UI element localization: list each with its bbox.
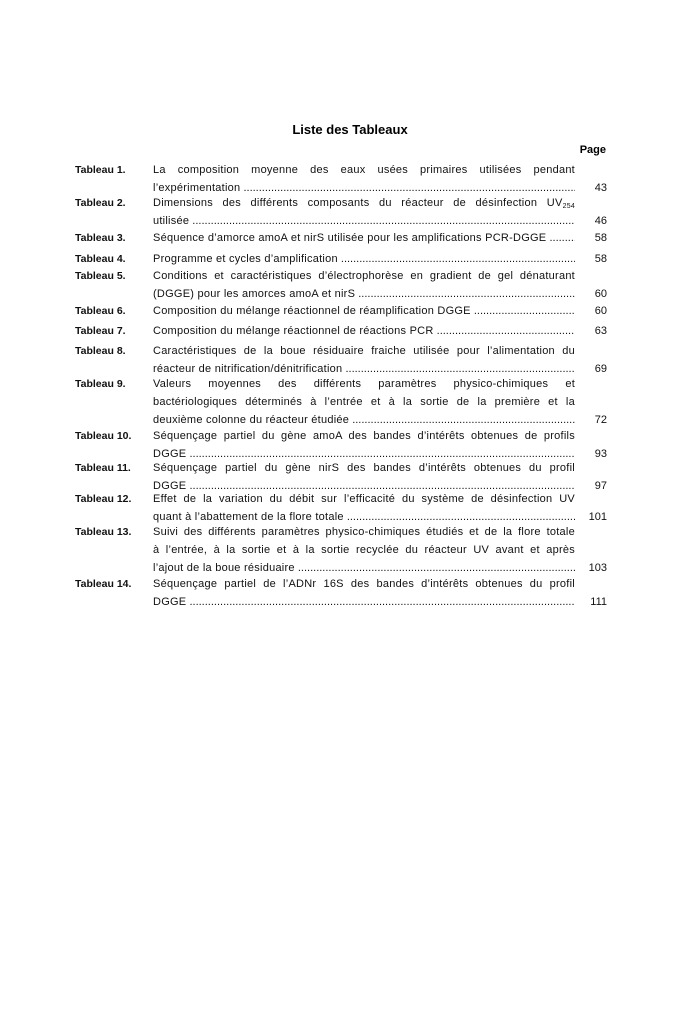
entry-page-number: 58 <box>594 232 607 244</box>
subscript: 254 <box>562 203 575 210</box>
page-title: Liste des Tableaux <box>292 122 408 137</box>
table-of-contents-entry <box>75 267 607 303</box>
entry-line: DGGE ..... <box>153 445 575 463</box>
entry-page-number: 46 <box>594 215 607 227</box>
entry-page-number: 58 <box>594 253 607 265</box>
entry-line: Caractéristiques de la boue résiduaire fraiche utilisée pour l’alimentation du <box>153 345 575 357</box>
entry-line: utilisée ..... <box>153 212 575 230</box>
entry-line: l’expérimentation ..... <box>153 179 575 197</box>
entry-line: Séquence d’amorce amoA et nirS utilisée pour les amplifications PCR-DGGE ..... <box>153 229 575 247</box>
entry-label: Tableau 14. <box>75 578 132 590</box>
entry-line: DGGE ..... <box>153 593 575 611</box>
entry-page-number: 111 <box>590 596 607 608</box>
entry-page-number: 63 <box>594 325 607 337</box>
entry-line: Séquençage partiel de l’ADNr 16S des bandes d’intérêts obtenues du profil <box>153 578 575 590</box>
entry-description <box>153 427 575 463</box>
entry-label: Tableau 2. <box>75 197 126 209</box>
entry-line: Valeurs moyennes des différents paramètres physico-chimiques et <box>153 378 575 390</box>
table-of-contents-entry <box>75 322 607 340</box>
entry-description <box>153 375 575 429</box>
table-of-contents-entry <box>75 375 607 429</box>
entry-line: Programme et cycles d’amplification ..... <box>153 250 575 268</box>
table-of-contents-entry <box>75 161 607 197</box>
table-of-contents-entry <box>75 302 607 320</box>
entry-line: réacteur de nitrification/dénitrification ..... <box>153 360 575 378</box>
entry-page-number: 43 <box>594 182 607 194</box>
entry-line: bactériologiques déterminés à l’entrée et à la sortie de la première et la <box>153 396 575 408</box>
entry-line: Séquençage partiel du gène amoA des bandes d’intérêts obtenues de profils <box>153 430 575 442</box>
entry-label: Tableau 11. <box>75 462 131 474</box>
entry-line: Suivi des différents paramètres physico-chimiques étudiés et de la flore totale <box>153 526 575 538</box>
entry-line: Séquençage partiel du gène nirS des bandes d’intérêts obtenues du profil <box>153 462 575 474</box>
entry-label: Tableau 10. <box>75 430 132 442</box>
entry-label: Tableau 1. <box>75 164 126 176</box>
entry-label: Tableau 4. <box>75 253 126 265</box>
entry-line: DGGE ..... <box>153 477 575 495</box>
entry-label: Tableau 12. <box>75 493 132 505</box>
entry-line: deuxième colonne du réacteur étudiée ..... <box>153 411 575 429</box>
entry-page-number: 97 <box>594 480 607 492</box>
entry-line: La composition moyenne des eaux usées primaires utilisées pendant <box>153 164 575 176</box>
entry-label: Tableau 6. <box>75 305 126 317</box>
entry-description <box>153 161 575 197</box>
entry-page-number: 69 <box>594 363 607 375</box>
table-of-contents-entry <box>75 229 607 247</box>
entry-description <box>153 342 575 378</box>
entry-label: Tableau 9. <box>75 378 126 390</box>
entry-page-number: 101 <box>588 511 607 523</box>
entry-label: Tableau 13. <box>75 526 132 538</box>
entry-line: Conditions et caractéristiques d’électrophorèse en gradient de gel dénaturant <box>153 270 575 282</box>
entry-description <box>153 575 575 611</box>
entry-label: Tableau 5. <box>75 270 126 282</box>
table-of-contents-entry <box>75 523 607 577</box>
entry-page-number: 72 <box>594 414 607 426</box>
entry-page-number: 103 <box>588 562 607 574</box>
table-of-contents-entry <box>75 575 607 611</box>
entry-description <box>153 267 575 303</box>
entry-line: (DGGE) pour les amorces amoA et nirS ..... <box>153 285 575 303</box>
entry-description <box>153 302 575 320</box>
entry-line: à l’entrée, à la sortie et à la sortie recyclée du réacteur UV avant et après <box>153 544 575 556</box>
entry-line: Composition du mélange réactionnel de réactions PCR ..... <box>153 322 575 340</box>
table-of-contents-entry <box>75 342 607 378</box>
table-of-contents-entry <box>75 250 607 268</box>
entry-page-number: 93 <box>594 448 607 460</box>
entry-description <box>153 194 575 230</box>
entry-label: Tableau 7. <box>75 325 126 337</box>
entry-label: Tableau 8. <box>75 345 126 357</box>
table-of-contents-entry <box>75 427 607 463</box>
entry-line: quant à l’abattement de la flore totale ..... <box>153 508 575 526</box>
entry-description <box>153 250 575 268</box>
entry-description <box>153 322 575 340</box>
entry-line: Composition du mélange réactionnel de réamplification DGGE ..... <box>153 302 575 320</box>
table-of-contents-entry <box>75 194 607 230</box>
entry-page-number: 60 <box>594 305 607 317</box>
entry-label: Tableau 3. <box>75 232 126 244</box>
entry-description <box>153 229 575 247</box>
entry-line: l’ajout de la boue résiduaire ..... <box>153 559 575 577</box>
table-of-contents-entry <box>75 490 607 526</box>
page-column-header: Page <box>579 144 606 156</box>
entry-description <box>153 523 575 577</box>
entry-page-number: 60 <box>594 288 607 300</box>
entry-line-text: Dimensions des différents composants du réacteur de désinfection UV <box>153 197 563 209</box>
entry-line <box>153 194 575 212</box>
entry-line: Effet de la variation du débit sur l’efficacité du système de désinfection UV <box>153 493 575 505</box>
entry-description <box>153 490 575 526</box>
